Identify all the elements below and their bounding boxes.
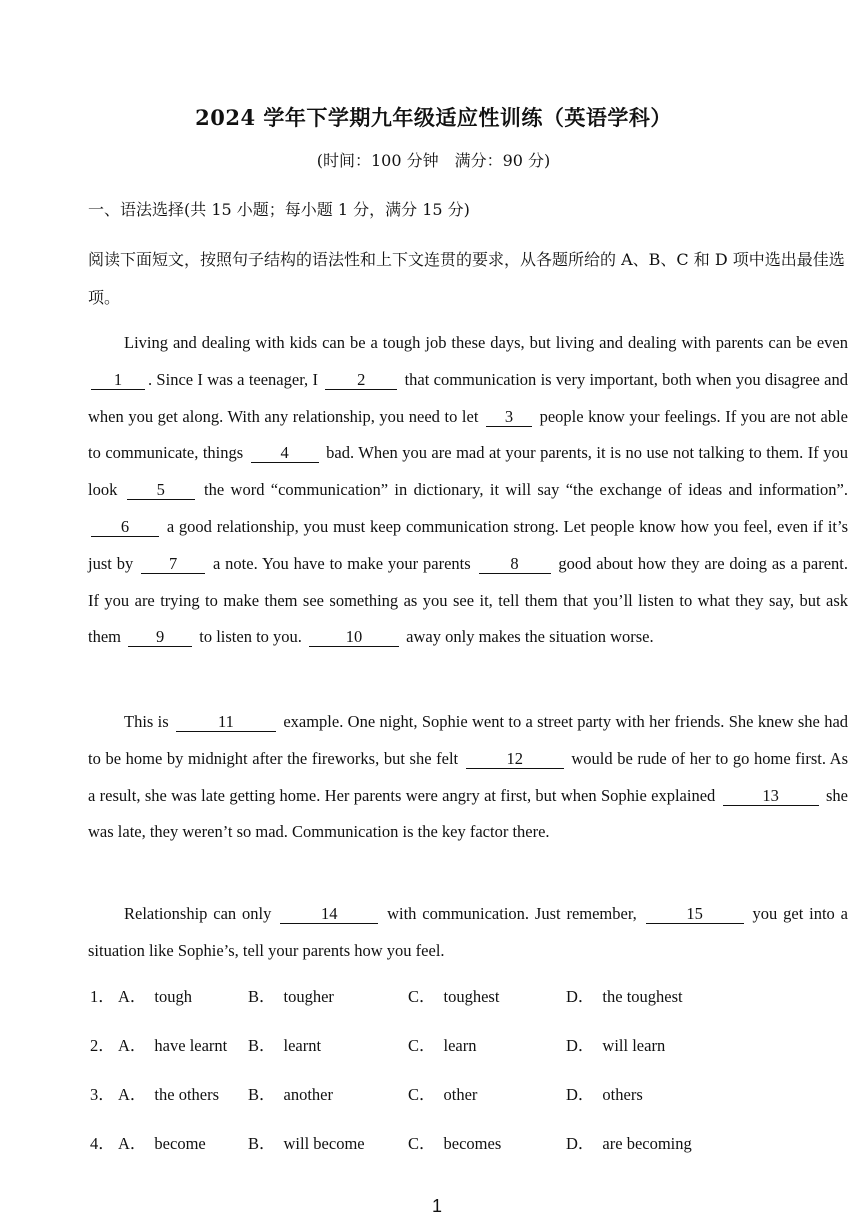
question-row [88, 983, 848, 1032]
page-number: 1 [432, 1196, 443, 1216]
question-number: 1． [90, 987, 115, 1006]
passage-paragraph-1 [88, 325, 848, 656]
exam-subtitle: (时间：100 分钟 满分：90 分) [316, 151, 551, 170]
option-b[interactable] [248, 1032, 321, 1056]
question-row [88, 1081, 848, 1130]
question-options [88, 983, 848, 1179]
blank-13: 13 [723, 787, 819, 806]
option-letter: D． [566, 1134, 595, 1153]
option-d[interactable] [566, 1081, 643, 1105]
option-text: tougher [283, 987, 334, 1006]
option-letter: C． [408, 987, 436, 1006]
passage-text: she was late, they weren’t so mad. Communication is the key factor there. [88, 785, 848, 842]
option-letter: C． [408, 1134, 436, 1153]
blank-8: 8 [479, 555, 551, 574]
blank-15: 15 [646, 905, 744, 924]
passage-text: away only makes the situation worse. [406, 627, 654, 647]
option-letter: B． [248, 987, 276, 1006]
option-text: will learn [602, 1036, 666, 1055]
option-text: become [154, 1134, 206, 1153]
option-d[interactable] [566, 983, 683, 1007]
option-text: the toughest [602, 987, 683, 1006]
exam-title: 2024 学年下学期九年级适应性训练（英语学科） [195, 105, 672, 130]
passage-text: you get into a situation like Sophie’s, tell your parents how you feel. [88, 904, 848, 960]
option-a[interactable] [118, 983, 192, 1007]
question-row [88, 1032, 848, 1081]
question-number: 2． [90, 1036, 115, 1055]
passage-text: to listen to you. [199, 627, 302, 647]
option-text: others [602, 1085, 643, 1104]
blank-2: 2 [325, 371, 397, 390]
passage-text: bad. When you are mad at your parents, it is no use not talking to them. If you look [88, 443, 849, 500]
passage-paragraph-2 [88, 704, 848, 851]
option-letter: D． [566, 1085, 595, 1104]
option-letter: A． [118, 1085, 147, 1104]
option-text: have learnt [154, 1036, 228, 1055]
passage-text: a good relationship, you must keep communication strong. Let people know how you feel, even if it’s just by [88, 516, 849, 573]
passage-text: example. One night, Sophie went to a street party with her friends. She knew she had to be home by midnight after the fireworks, but she felt [88, 712, 849, 768]
option-text: will become [283, 1134, 365, 1153]
option-a[interactable] [118, 1130, 206, 1154]
option-a[interactable] [118, 1081, 219, 1105]
option-letter: B． [248, 1036, 276, 1055]
passage-text: that communication is very important, both when you disagree and when you get along. With any relationship, you need to let [88, 369, 849, 426]
option-text: another [283, 1085, 333, 1104]
option-letter: A． [118, 987, 147, 1006]
passage-text: This is [124, 712, 169, 731]
option-b[interactable] [248, 1081, 333, 1105]
blank-11: 11 [176, 713, 276, 732]
blank-14: 14 [280, 905, 378, 924]
option-a[interactable] [118, 1032, 227, 1056]
option-text: learn [443, 1036, 477, 1055]
option-c[interactable] [408, 983, 499, 1007]
option-b[interactable] [248, 983, 334, 1007]
option-text: toughest [443, 987, 500, 1006]
option-c[interactable] [408, 1032, 477, 1056]
option-text: the others [154, 1085, 220, 1104]
option-letter: A． [118, 1036, 147, 1055]
section-heading: 一、语法选择(共 15 小题；每小题 1 分，满分 15 分) [88, 200, 470, 219]
blank-5: 5 [127, 481, 195, 500]
option-d[interactable] [566, 1130, 692, 1154]
question-row [88, 1130, 848, 1179]
passage-text: Relationship can only [124, 904, 272, 923]
section-instructions: 阅读下面短文，按照句子结构的语法性和上下文连贯的要求，从各题所给的 A、B、C 和 D 项中选出最佳选项。 [88, 250, 845, 307]
passage-text: would be rude of her to go home first. As a result, she was late getting home. Her parents were angry at first, but when Sophie explained [88, 748, 849, 805]
blank-9: 9 [128, 628, 192, 647]
blank-6: 6 [91, 518, 159, 537]
option-b[interactable] [248, 1130, 365, 1154]
question-number: 3． [90, 1085, 115, 1104]
passage-paragraph-3 [88, 896, 848, 970]
option-letter: D． [566, 1036, 595, 1055]
option-text: other [443, 1085, 478, 1104]
option-c[interactable] [408, 1130, 501, 1154]
option-letter: A． [118, 1134, 147, 1153]
option-text: are becoming [602, 1134, 692, 1153]
passage-text: good about how they are doing as a parent. If you are trying to make them see something as you see it, tell them that you’ll listen to what they say, but ask them [88, 553, 849, 647]
blank-7: 7 [141, 555, 205, 574]
blank-1: 1 [91, 371, 145, 390]
option-text: tough [154, 987, 193, 1006]
option-letter: B． [248, 1134, 276, 1153]
question-number: 4． [90, 1134, 115, 1153]
option-letter: B． [248, 1085, 276, 1104]
option-text: becomes [443, 1134, 502, 1153]
passage-text: people know your feelings. If you are not able to communicate, things [88, 406, 849, 463]
option-c[interactable] [408, 1081, 477, 1105]
option-letter: C． [408, 1036, 436, 1055]
option-text: learnt [283, 1036, 322, 1055]
blank-12: 12 [466, 750, 564, 769]
blank-10: 10 [309, 628, 399, 647]
passage-text: with communication. Just remember, [387, 904, 637, 923]
blank-4: 4 [251, 444, 319, 463]
option-letter: D． [566, 987, 595, 1006]
passage-text: the word “communication” in dictionary, it will say “the exchange of ideas and information”. [204, 480, 848, 500]
passage-text: a note. You have to make your parents [212, 553, 471, 573]
passage-text: Living and dealing with kids can be a tough job these days, but living and dealing with parents can be even [124, 333, 848, 352]
passage-text: . Since I was a teenager, I [148, 369, 318, 389]
option-letter: C． [408, 1085, 436, 1104]
blank-3: 3 [486, 408, 532, 427]
option-d[interactable] [566, 1032, 665, 1056]
